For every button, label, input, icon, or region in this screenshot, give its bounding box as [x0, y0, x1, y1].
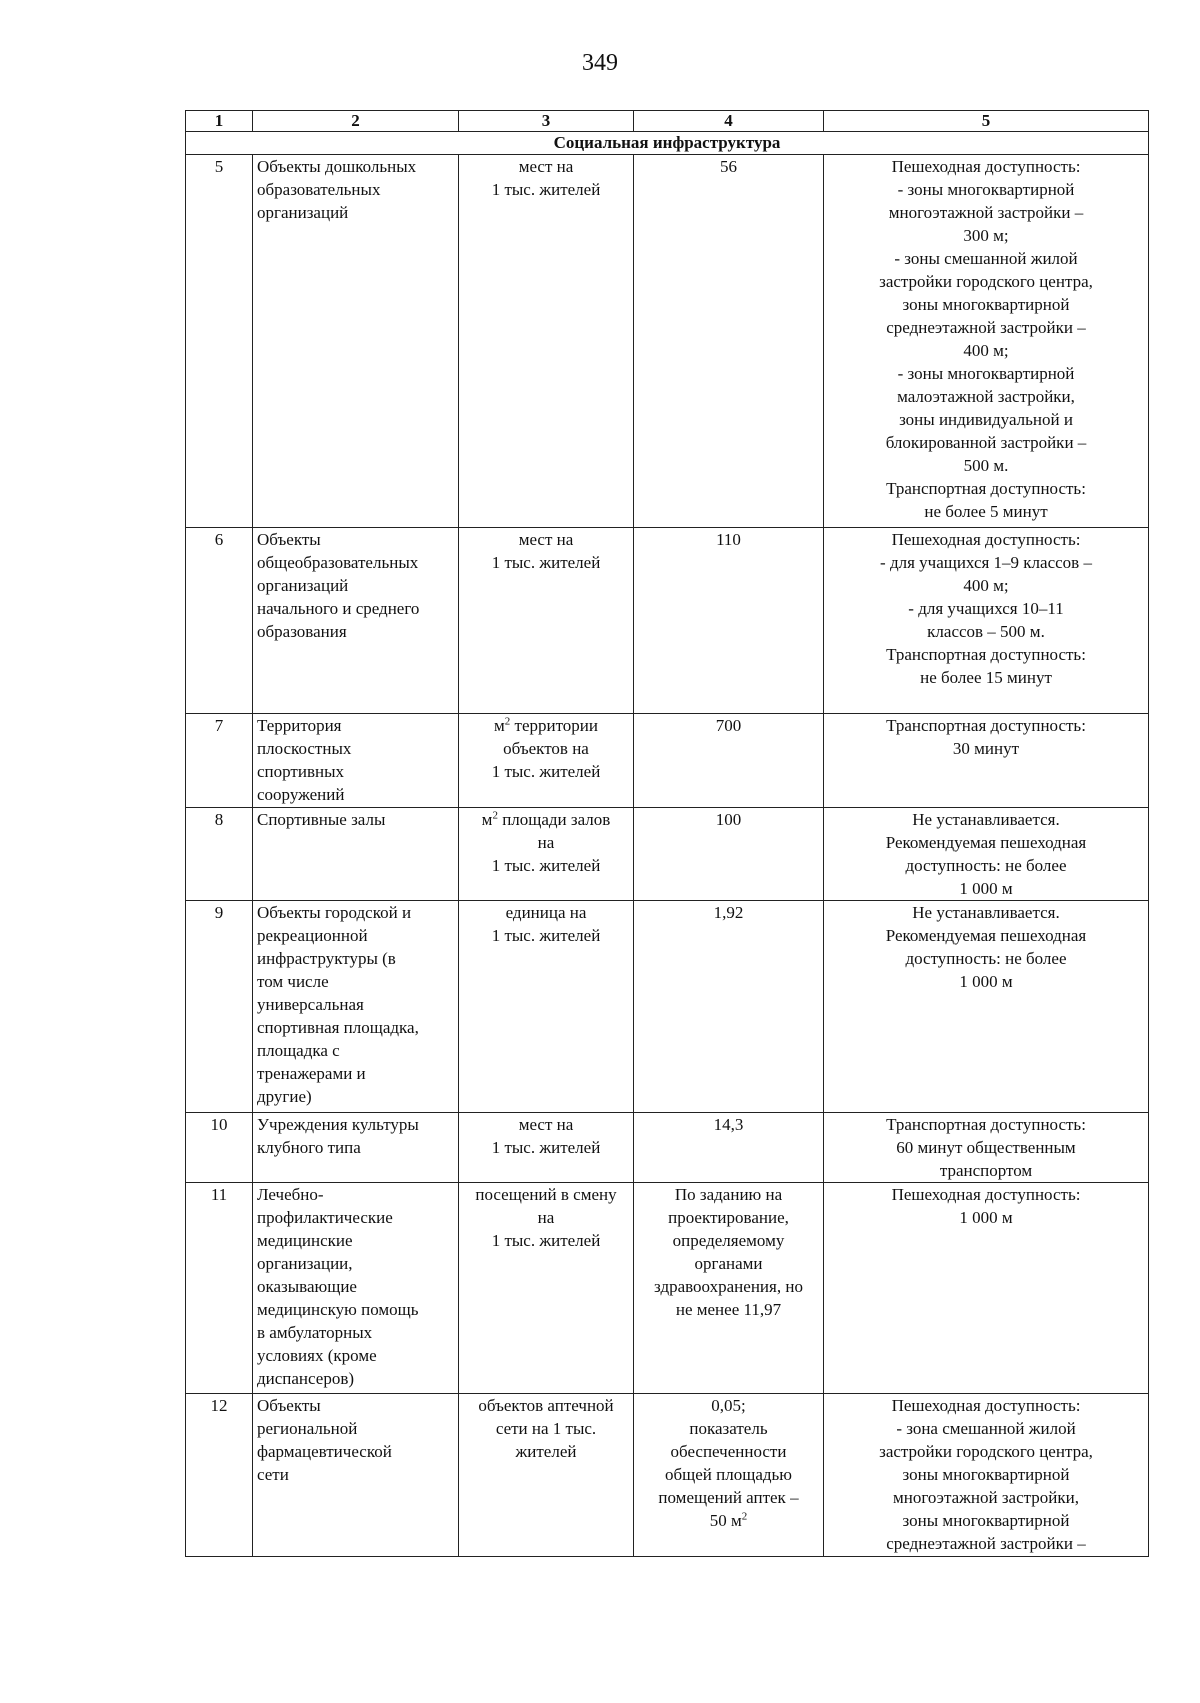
- table-row: [186, 528, 1149, 714]
- norm-value: 14,3: [634, 1113, 824, 1183]
- unit-of-measure: посещений в смену на 1 тыс. жителей: [459, 1183, 634, 1394]
- value-text: 0,05; показатель обеспеченности общей площадью помещений аптек – 50 м: [658, 1396, 799, 1530]
- unit-of-measure: мест на 1 тыс. жителей: [459, 1113, 634, 1183]
- table-row: [186, 155, 1149, 528]
- accessibility: Транспортная доступность: 30 минут: [824, 714, 1149, 808]
- unit-superscript: 2: [492, 809, 498, 822]
- unit-prefix: м: [481, 810, 493, 829]
- unit-of-measure: мест на 1 тыс. жителей: [459, 528, 634, 714]
- object-name: Лечебно- профилактические медицинские организации, оказывающие медицинскую помощь в амбулаторных условиях (кроме диспансеров): [253, 1183, 459, 1394]
- accessibility: Транспортная доступность: 60 минут общественным транспортом: [824, 1113, 1149, 1183]
- column-header: 4: [634, 111, 824, 132]
- unit-of-measure: [459, 714, 634, 808]
- section-row: [186, 132, 1149, 155]
- column-header: 1: [186, 111, 253, 132]
- table-row: [186, 714, 1149, 808]
- row-number: 12: [186, 1394, 253, 1557]
- object-name: Учреждения культуры клубного типа: [253, 1113, 459, 1183]
- header-row: [186, 111, 1149, 132]
- table-row: [186, 1394, 1149, 1557]
- accessibility: Пешеходная доступность: 1 000 м: [824, 1183, 1149, 1394]
- row-number: 9: [186, 901, 253, 1113]
- column-header: 3: [459, 111, 634, 132]
- section-title: Социальная инфраструктура: [186, 132, 1149, 155]
- unit-rest: площади залов на 1 тыс. жителей: [491, 810, 611, 875]
- unit-of-measure: объектов аптечной сети на 1 тыс. жителей: [459, 1394, 634, 1557]
- norm-value: 100: [634, 808, 824, 901]
- table-row: [186, 808, 1149, 901]
- unit-prefix: м: [494, 716, 505, 735]
- table-row: [186, 901, 1149, 1113]
- value-superscript: 2: [741, 1510, 748, 1523]
- row-number: 8: [186, 808, 253, 901]
- object-name: Объекты региональной фармацевтической сети: [253, 1394, 459, 1557]
- column-header: 2: [253, 111, 459, 132]
- unit-rest: территории объектов на 1 тыс. жителей: [491, 716, 601, 781]
- row-number: 7: [186, 714, 253, 808]
- page-number: 349: [582, 50, 618, 76]
- table-row: [186, 1183, 1149, 1394]
- norm-value: 700: [634, 714, 824, 808]
- object-name: Объекты городской и рекреационной инфраструктуры (в том числе универсальная спортивная площадка, площадка с тренажерами и другие): [253, 901, 459, 1113]
- unit-superscript: 2: [504, 715, 511, 728]
- unit-of-measure: единица на 1 тыс. жителей: [459, 901, 634, 1113]
- norm-value: 110: [634, 528, 824, 714]
- accessibility: Пешеходная доступность: - для учащихся 1–9 классов – 400 м; - для учащихся 10–11 классов – 500 м. Транспортная доступность: не более 15 минут: [824, 528, 1149, 714]
- row-number: 6: [186, 528, 253, 714]
- object-name: Объекты общеобразовательных организаций начального и среднего образования: [253, 528, 459, 714]
- norm-value: 56: [634, 155, 824, 528]
- accessibility: Не устанавливается. Рекомендуемая пешеходная доступность: не более 1 000 м: [824, 808, 1149, 901]
- table-row: [186, 1113, 1149, 1183]
- object-name: Территория плоскостных спортивных сооружений: [253, 714, 459, 808]
- norm-value: [634, 1394, 824, 1557]
- norm-value: 1,92: [634, 901, 824, 1113]
- unit-of-measure: мест на 1 тыс. жителей: [459, 155, 634, 528]
- object-name: Спортивные залы: [253, 808, 459, 901]
- accessibility: Пешеходная доступность: - зоны многоквартирной многоэтажной застройки – 300 м; - зоны смешанной жилой застройки городского центра, зоны многоквартирной среднеэтажной застройки – 400 м; - зоны многоквартирной малоэтажной застройки, зоны индивидуальной и блокированной застройки – 500 м. Транспортная доступность: не более 5 минут: [824, 155, 1149, 528]
- accessibility: Пешеходная доступность: - зона смешанной жилой застройки городского центра, зоны многоквартирной многоэтажной застройки, зоны многоквартирной среднеэтажной застройки –: [824, 1394, 1149, 1557]
- norms-table: [185, 110, 1149, 1557]
- unit-of-measure: [459, 808, 634, 901]
- accessibility: Не устанавливается. Рекомендуемая пешеходная доступность: не более 1 000 м: [824, 901, 1149, 1113]
- row-number: 10: [186, 1113, 253, 1183]
- row-number: 5: [186, 155, 253, 528]
- norm-value: По заданию на проектирование, определяемому органами здравоохранения, но не менее 11,97: [634, 1183, 824, 1394]
- column-header: 5: [824, 111, 1149, 132]
- row-number: 11: [186, 1183, 253, 1394]
- object-name: Объекты дошкольных образовательных организаций: [253, 155, 459, 528]
